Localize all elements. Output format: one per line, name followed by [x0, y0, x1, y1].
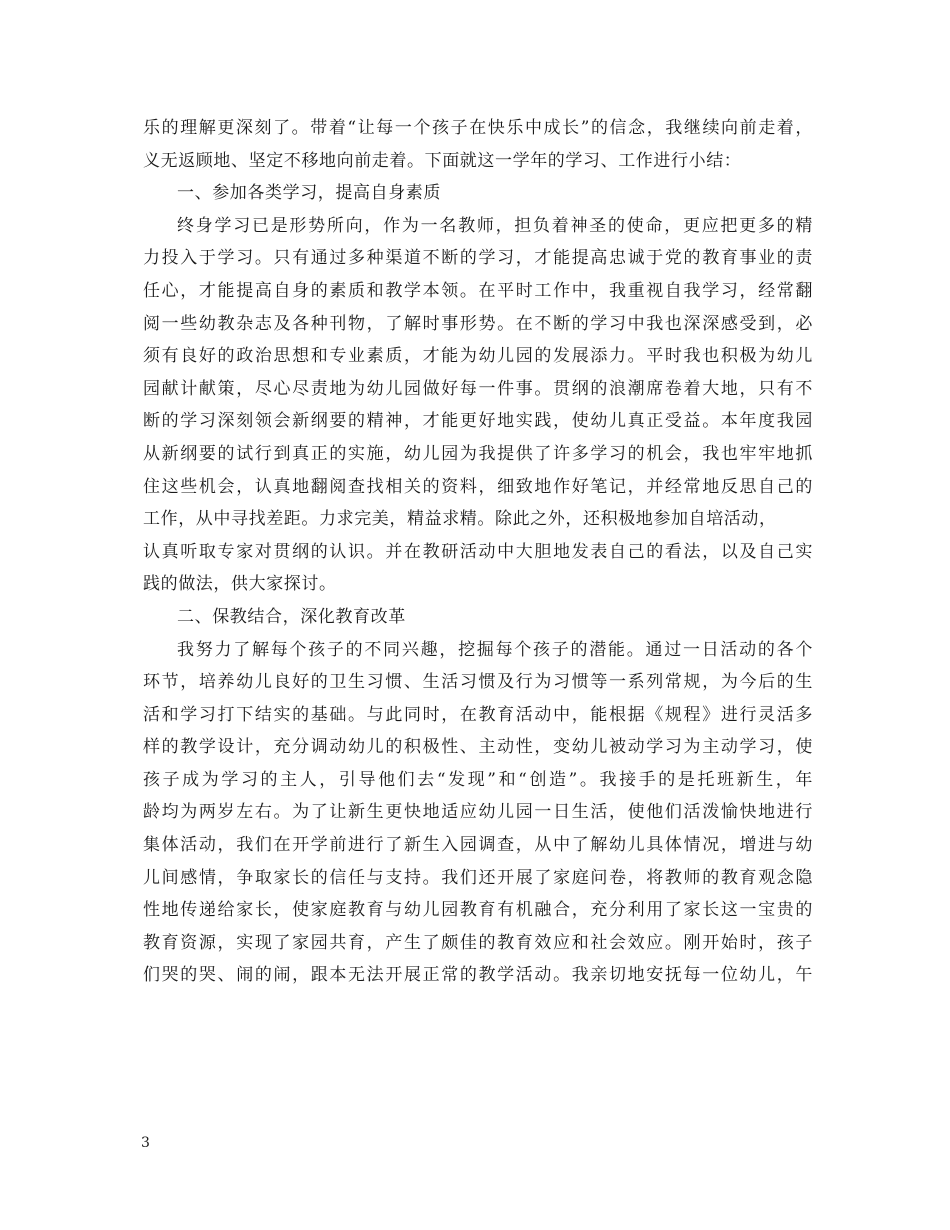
text-line: 教育资源，实现了家园共育，产生了颇佳的教育效应和社会效应。刚开始时，孩子: [143, 932, 813, 953]
text-line: 阅一些幼教杂志及各种刊物，了解时事形势。在不断的学习中我也深深感受到，必: [143, 313, 813, 334]
text-line: 终身学习已是形势所向，作为一名教师，担负着神圣的使命，更应把更多的精: [177, 215, 813, 236]
text-line: 须有良好的政治思想和专业素质，才能为幼儿园的发展添力。平时我也积极为幼儿: [143, 346, 813, 367]
text-line: 任心，才能提高自身的素质和教学本领。在平时工作中，我重视自我学习，经常翻: [143, 280, 813, 301]
section-heading: 二、保教结合，深化教育改革: [177, 606, 406, 627]
text-line: 龄均为两岁左右。为了让新生更快地适应幼儿园一日生活，使他们活泼愉快地进行: [143, 802, 813, 823]
section-heading: 一、参加各类学习，提高自身素质: [177, 183, 441, 204]
text-line: 我努力了解每个孩子的不同兴趣，挖掘每个孩子的潜能。通过一日活动的各个: [177, 639, 813, 660]
text-line: 住这些机会，认真地翻阅查找相关的资料，细致地作好笔记，并经常地反思自己的: [143, 476, 813, 497]
text-line: 性地传递给家长，使家庭教育与幼儿园教育有机融合，充分利用了家长这一宝贵的: [143, 900, 813, 921]
text-line: 认真听取专家对贯纲的认识。并在教研活动中大胆地发表自己的看法，以及自己实: [143, 541, 813, 562]
text-line: 环节，培养幼儿良好的卫生习惯、生活习惯及行为习惯等一系列常规，为今后的生: [143, 672, 813, 693]
text-line: 从新纲要的试行到真正的实施，幼儿园为我提供了许多学习的机会，我也牢牢地抓: [143, 443, 813, 464]
text-line: 园献计献策，尽心尽责地为幼儿园做好每一件事。贯纲的浪潮席卷着大地，只有不: [143, 378, 813, 399]
text-line: 力投入于学习。只有通过多种渠道不断的学习，才能提高忠诚于党的教育事业的责: [143, 248, 813, 269]
text-line: 义无返顾地、坚定不移地向前走着。下面就这一学年的学习、工作进行小结：: [143, 150, 742, 171]
text-line: 践的做法，供大家探讨。: [143, 574, 337, 595]
page-number: 3: [141, 1135, 150, 1151]
text-line: 乐的理解更深刻了。带着“让每一个孩子在快乐中成长”的信念，我继续向前走着，: [143, 118, 813, 138]
text-line: 集体活动，我们在开学前进行了新生入园调查，从中了解幼儿具体情况，增进与幼: [143, 835, 813, 856]
text-line: 活和学习打下结实的基础。与此同时，在教育活动中，能根据《规程》进行灵活多: [143, 704, 813, 725]
text-line: 们哭的哭、闹的闹，跟本无法开展正常的教学活动。我亲切地安抚每一位幼儿，午: [143, 965, 813, 986]
text-line: 孩子成为学习的主人，引导他们去“发现”和“创造”。我接手的是托班新生，年: [143, 769, 813, 790]
body-text: [143, 112, 813, 992]
text-line: 样的教学设计，充分调动幼儿的积极性、主动性，变幼儿被动学习为主动学习，使: [143, 737, 813, 758]
text-line: 断的学习深刻领会新纲要的精神，才能更好地实践，使幼儿真正受益。本年度我园: [143, 411, 813, 432]
text-line: 工作，从中寻找差距。力求完美，精益求精。除此之外，还积极地参加自培活动，: [143, 509, 777, 530]
text-line: 儿间感情，争取家长的信任与支持。我们还开展了家庭问卷，将教师的教育观念隐: [143, 867, 813, 888]
